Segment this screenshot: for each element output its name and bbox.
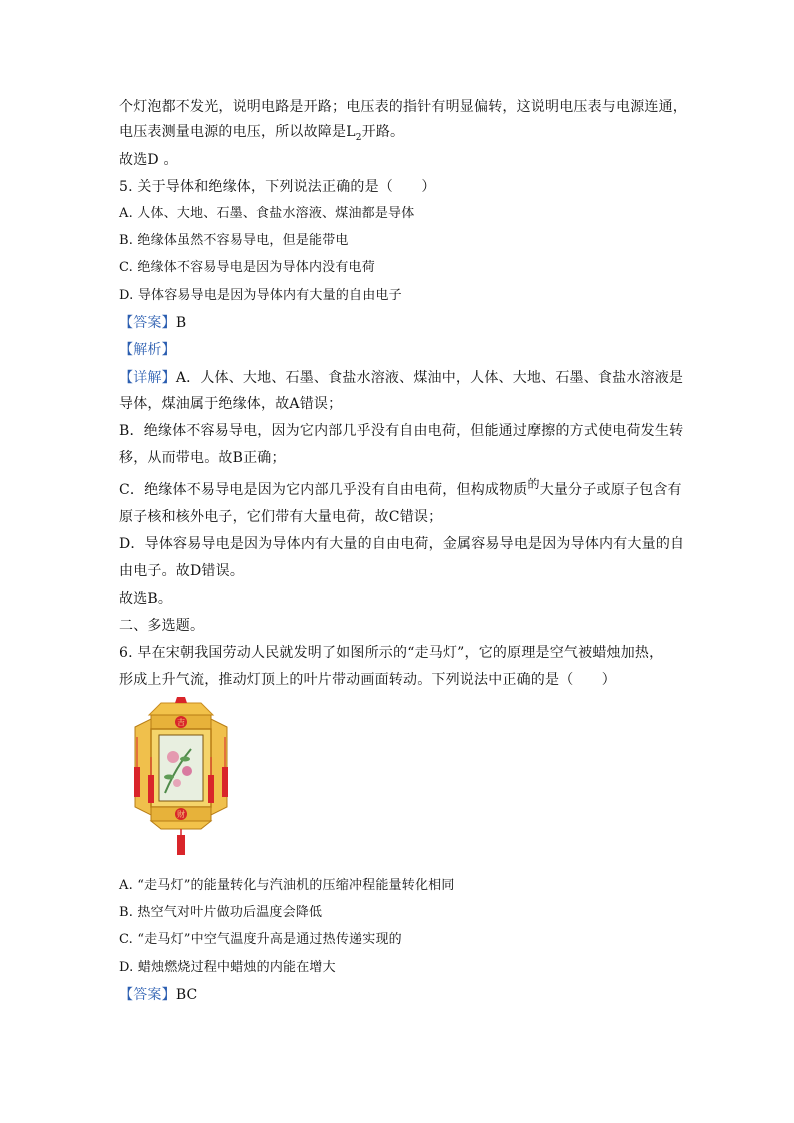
answer-line (119, 313, 186, 333)
text-span: C．绝缘体不易导电是因为它内部几乎没有自由电荷，但构成物质 (119, 482, 528, 498)
option-b: B. 热空气对叶片做功后温度会降低 (119, 905, 323, 920)
text-line: 导体，煤油属于绝缘体，故A错误； (119, 396, 343, 412)
text-line (119, 122, 404, 148)
option-a: A. “走马灯”的能量转化与汽油机的压缩冲程能量转化相同 (119, 878, 455, 893)
option-c: C. “走马灯”中空气温度升高是通过热传递实现的 (119, 932, 402, 947)
question-5: 5. 关于导体和绝缘体，下列说法正确的是（ ） (119, 179, 436, 195)
superscript-char: 的 (527, 477, 540, 491)
answer-line (119, 985, 197, 1005)
lantern-top-char: 吉 (177, 718, 185, 727)
text-span: 开路。 (361, 124, 405, 140)
lantern-illustration (121, 697, 241, 857)
text-line: D．导体容易导电是因为导体内有大量的自由电荷，金属容易导电是因为导体内有大量的自 (119, 536, 685, 552)
painting-flower (167, 751, 179, 763)
tassel (134, 767, 140, 797)
painting-leaf (164, 775, 174, 780)
answer-tag: 【答案】 (119, 987, 176, 1003)
option-a: A. 人体、大地、石墨、食盐水溶液、煤油都是导体 (119, 206, 415, 221)
text-line: 故选B。 (119, 591, 173, 607)
painting-leaf (180, 757, 190, 762)
lantern-finial (175, 697, 187, 703)
analysis-label: 【解析】 (119, 342, 176, 358)
option-d: D. 蜡烛燃烧过程中蜡烛的内能在增大 (119, 960, 336, 975)
lantern-roof (149, 703, 213, 715)
lantern-bottom-char: 财 (177, 810, 185, 819)
section-heading: 二、多选题。 (119, 618, 205, 634)
option-d: D. 导体容易导电是因为导体内有大量的自由电子 (119, 288, 402, 303)
tassel-bottom (177, 835, 185, 855)
question-6: 6. 早在宋朝我国劳动人民就发明了如图所示的“走马灯”，它的原理是空气被蜡烛加热， (119, 645, 664, 661)
text-line: 个灯泡都不发光，说明电路是开路；电压表的指针有明显偏转，这说明电压表与电源连通， (119, 99, 687, 115)
text-span: 电压表测量电源的电压，所以故障是L (119, 124, 356, 140)
question-6-cont: 形成上升气流，推动灯顶上的叶片带动画面转动。下列说法中正确的是（ ） (119, 672, 616, 688)
tassel (222, 767, 228, 797)
answer-tag: 【答案】 (119, 315, 176, 331)
text-line: B．绝缘体不容易导电，因为它内部几乎没有自由电荷，但能通过摩擦的方式使电荷发生转 (119, 423, 684, 439)
text-line: 原子核和核外电子，它们带有大量电荷，故C错误； (119, 509, 443, 525)
option-b: B. 绝缘体虽然不容易导电，但是能带电 (119, 233, 349, 248)
text-line: 由电子。故D错误。 (119, 563, 245, 579)
answer-value: BC (175, 987, 198, 1003)
text-line: 移，从而带电。故B正确； (119, 450, 286, 466)
analysis-tag (119, 340, 176, 360)
text-span: A．人体、大地、石墨、食盐水溶液、煤油中，人体、大地、石墨、食盐水溶液是 (175, 370, 684, 386)
text-line (119, 477, 682, 500)
detail-tag: 【详解】 (119, 370, 176, 386)
tassel (148, 775, 154, 803)
lantern-base (151, 821, 211, 829)
painting-flower (182, 766, 192, 776)
subscript: 2 (355, 132, 362, 143)
option-c: C. 绝缘体不容易导电是因为导体内没有电荷 (119, 260, 375, 275)
text-span: 大量分子或原子包含有 (539, 482, 682, 498)
text-line: 故选D 。 (119, 152, 178, 168)
detail-line (119, 368, 683, 388)
painting-flower (173, 779, 181, 787)
answer-value: B (175, 315, 187, 331)
tassel (208, 775, 214, 803)
